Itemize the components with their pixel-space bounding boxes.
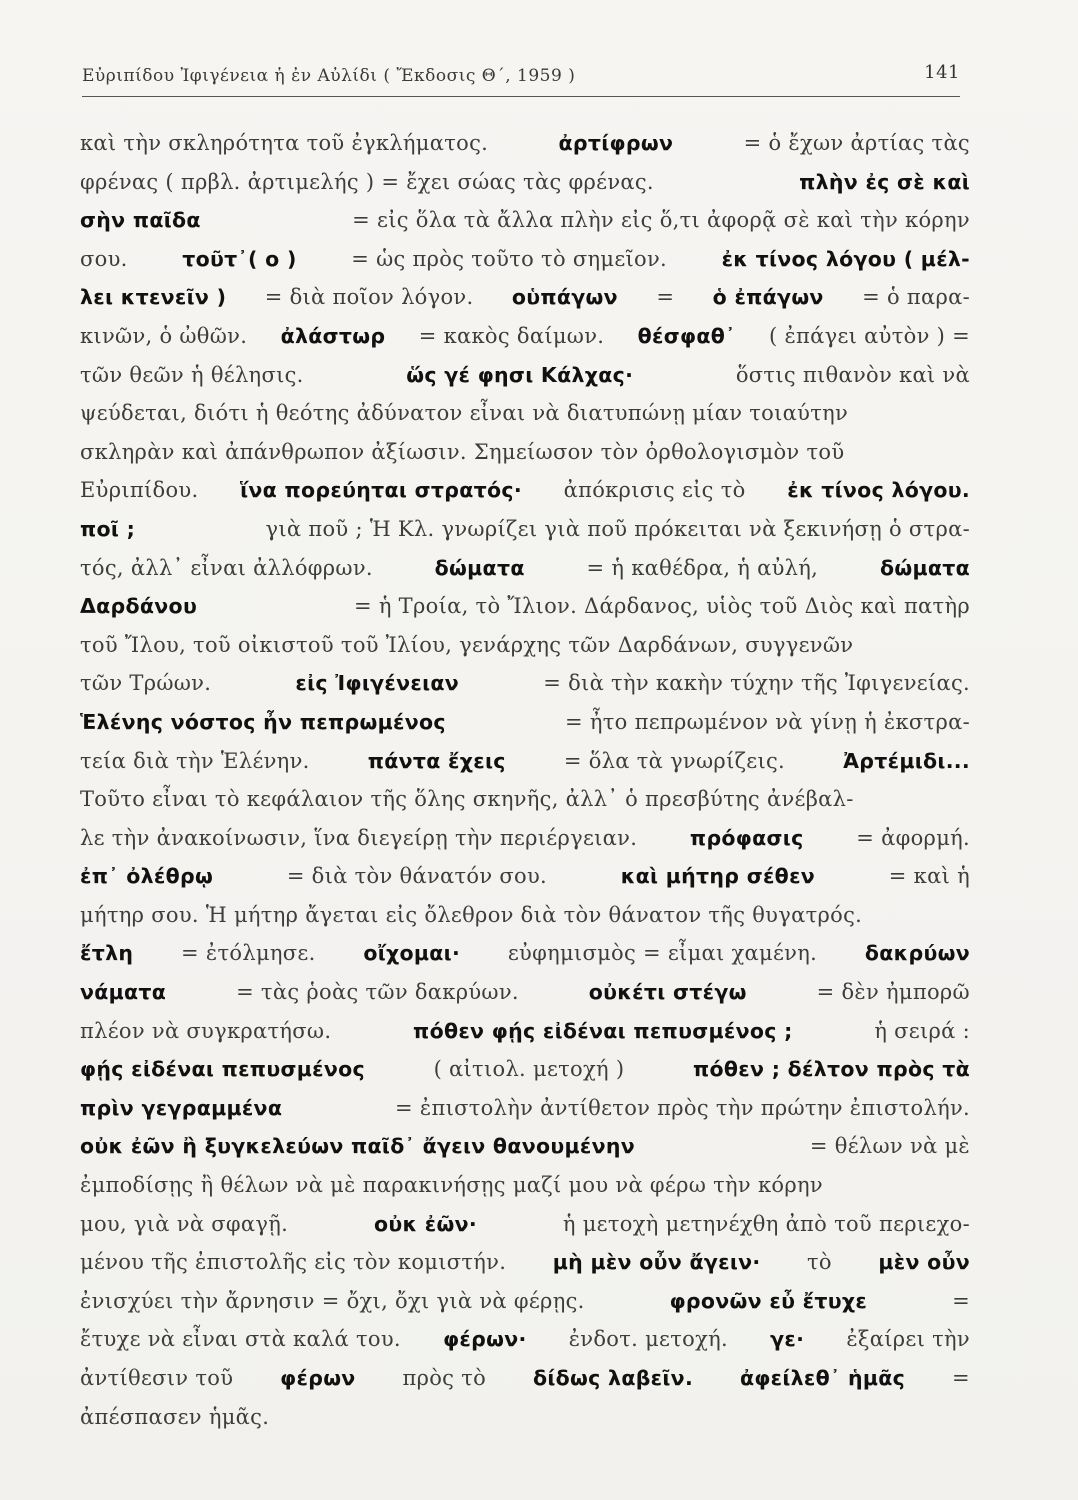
lemma-term: λει κτενεῖν ) <box>80 285 227 310</box>
text-line <box>80 1282 970 1321</box>
gloss-text: = δὲν ἠμπορῶ <box>816 980 970 1005</box>
lemma-term: πόθεν φῄς εἰδέναι πεπυσμένος ; <box>413 1018 793 1043</box>
lemma-term: δώματα <box>879 555 970 580</box>
lemma-term: γε· <box>770 1327 805 1352</box>
text-line <box>80 278 970 317</box>
text-line <box>80 1243 970 1282</box>
lemma-term: ἐπ᾽ ὀλέθρῳ <box>80 864 214 889</box>
gloss-text: τεία διὰ τὴν Ἑλένην. <box>80 748 310 773</box>
gloss-text: ( αἰτιολ. μετοχή ) <box>433 1057 625 1082</box>
gloss-text: ἐξαίρει τὴν <box>846 1327 970 1352</box>
gloss-text: ἡ μετοχὴ μετηνέχθη ἀπὸ τοῦ περιεχο- <box>562 1211 970 1236</box>
lemma-term: πρόφασις <box>689 825 804 850</box>
lemma-term: ποῖ ; <box>80 516 136 541</box>
text-line <box>80 240 970 279</box>
gloss-text: = ἐπιστολὴν ἀντίθετον πρὸς τὴν πρώτην ἐπιστολήν. <box>395 1095 970 1120</box>
gloss-text: σκληρὰν καὶ ἀπάνθρωπον ἀξίωσιν. Σημείωσον τὸν ὀρθολογισμὸν τοῦ <box>80 439 845 464</box>
lemma-term: ἔτλη <box>80 941 134 966</box>
text-line <box>80 973 970 1012</box>
gloss-text: Εὐριπίδου. <box>80 478 199 503</box>
gloss-text: = ὡς πρὸς τοῦτο τὸ σημεῖον. <box>351 246 668 271</box>
gloss-text: Τοῦτο εἶναι τὸ κεφάλαιον τῆς ὅλης σκηνῆς, ἀλλ᾽ ὁ πρεσβύτης ἀνέβαλ- <box>80 787 854 812</box>
gloss-text: ψεύδεται, διότι ἡ θεότης ἀδύνατον εἶναι νὰ διατυπώνῃ μίαν τοιαύτην <box>80 401 849 426</box>
lemma-term: δώματα <box>434 555 525 580</box>
text-line <box>80 896 970 935</box>
lemma-term: φέρων· <box>443 1327 527 1352</box>
text-line <box>80 587 970 626</box>
gloss-text: = διὰ τὸν θάνατόν σου. <box>286 864 548 889</box>
gloss-text: = ἦτο πεπρωμένον νὰ γίνῃ ἡ ἐκστρα- <box>565 709 970 734</box>
lemma-term: οὐκ ἐῶν ἢ ξυγκελεύων παῖδ᾽ ἄγειν θανουμένην <box>80 1134 636 1159</box>
gloss-text: γιὰ ποῦ ; Ἡ Κλ. γνωρίζει γιὰ ποῦ πρόκειται νὰ ξεκινήσῃ ὁ στρα- <box>265 516 970 541</box>
gloss-text: = τὰς ῥοὰς τῶν δακρύων. <box>236 980 519 1005</box>
lemma-term: φέρων <box>280 1366 356 1390</box>
gloss-text: ἀντίθεσιν τοῦ <box>80 1366 234 1390</box>
gloss-text: = ἀφορμή. <box>856 825 970 850</box>
lemma-term: δακρύων <box>864 941 970 966</box>
gloss-text: τός, ἀλλ᾽ εἶναι ἀλλόφρων. <box>80 555 373 580</box>
text-line <box>80 626 970 665</box>
gloss-text: τῶν Τρώων. <box>80 671 212 696</box>
gloss-text: ἔτυχε νὰ εἶναι στὰ καλά του. <box>80 1327 401 1352</box>
text-line <box>80 1089 970 1128</box>
lemma-term: οὐκ ἐῶν· <box>373 1211 477 1236</box>
lemma-term: ἐκ τίνος λόγου ( μέλ- <box>721 246 970 271</box>
gloss-text: = ὁ ἔχων ἀρτίας τὰς <box>743 131 970 155</box>
gloss-text: = διὰ ποῖον λόγον. <box>264 285 474 310</box>
text-line <box>80 1166 970 1205</box>
lemma-term: πλὴν ἐς σὲ καὶ <box>799 169 970 194</box>
text-line <box>80 471 970 510</box>
lemma-term: εἰς Ἰφιγένειαν <box>295 671 460 696</box>
lemma-term: τοῦτ᾽( ο ) <box>182 246 297 271</box>
text-line <box>80 317 970 356</box>
lemma-term: σὴν παῖδα <box>80 208 201 233</box>
gloss-text: = ὁ παρα- <box>862 285 970 310</box>
text-line <box>80 433 970 472</box>
text-line <box>80 934 970 973</box>
gloss-text: σου. <box>80 246 128 271</box>
text-line <box>80 742 970 781</box>
text-line <box>80 1127 970 1166</box>
lemma-term: ἀρτίφρων <box>558 131 674 155</box>
lemma-term: ὁ ἐπάγων <box>712 285 824 310</box>
lemma-term: φῄς εἰδέναι πεπυσμένος <box>80 1057 365 1082</box>
lemma-term: Ἀρτέμιδι... <box>843 748 970 773</box>
lemma-term: θέσφαθ᾽ <box>637 323 736 348</box>
lemma-term: ἐκ τίνος λόγου. <box>787 478 970 503</box>
text-line <box>80 857 970 896</box>
gloss-text: = καὶ ἡ <box>888 864 970 889</box>
lemma-term: μὲν οὖν <box>878 1250 970 1275</box>
lemma-term: πόθεν ; δέλτον πρὸς τὰ <box>693 1057 970 1082</box>
gloss-text: πρὸς τὸ <box>402 1366 487 1390</box>
gloss-text: = <box>656 285 675 310</box>
lemma-term: μὴ μὲν οὖν ἄγειν· <box>552 1250 761 1275</box>
lemma-term: φρονῶν εὖ ἔτυχε <box>669 1288 868 1313</box>
page-number: 141 <box>924 62 960 83</box>
gloss-text: φρένας ( πρβλ. ἀρτιμελής ) = ἔχει σώας τὰς φρένας. <box>80 169 654 194</box>
gloss-text: τὸ <box>807 1250 832 1275</box>
gloss-text: = θέλων νὰ μὲ <box>809 1134 970 1159</box>
gloss-text: = κακὸς δαίμων. <box>418 323 605 348</box>
gloss-text: ἀπέσπασεν ἡμᾶς. <box>80 1404 270 1429</box>
gloss-text: τοῦ Ἴλου, τοῦ οἰκιστοῦ τοῦ Ἰλίου, γενάρχης τῶν Δαρδάνων, συγγενῶν <box>80 632 854 657</box>
lemma-term: Δαρδάνου <box>80 594 198 619</box>
text-line <box>80 703 970 742</box>
gloss-text: ( ἐπάγει αὐτὸν ) = <box>769 323 970 348</box>
lemma-term: ἵνα πορεύηται στρατός· <box>240 478 522 503</box>
lemma-term: Ἑλένης νόστος ἦν πεπρωμένος <box>80 709 446 734</box>
lemma-term: οὐκέτι στέγω <box>588 980 747 1005</box>
text-line <box>80 819 970 858</box>
text-line <box>80 549 970 588</box>
text-line <box>80 780 970 819</box>
gloss-text: μένου τῆς ἐπιστολῆς εἰς τὸν κομιστήν. <box>80 1250 507 1275</box>
lemma-term: πρὶν γεγραμμένα <box>80 1095 283 1120</box>
running-head-title: Εὐριπίδου Ἰφιγένεια ἡ ἐν Αὐλίδι ( Ἔκδοσις Θ΄, 1959 ) <box>82 66 576 86</box>
lemma-term: δίδως λαβεῖν. <box>532 1366 694 1390</box>
gloss-text: = ἡ Τροία, τὸ Ἴλιον. Δάρδανος, υἱὸς τοῦ Διὸς καὶ πατὴρ <box>353 594 970 619</box>
lemma-term: νάματα <box>80 980 167 1005</box>
text-line <box>80 356 970 395</box>
text-line <box>80 394 970 433</box>
text-line <box>80 510 970 549</box>
gloss-text: τῶν θεῶν ἡ θέλησις. <box>80 362 304 387</box>
text-line <box>80 1320 970 1359</box>
gloss-text: ὅστις πιθανὸν καὶ νὰ <box>735 362 970 387</box>
commentary-text <box>80 124 970 1436</box>
gloss-text: εὐφημισμὸς = εἶμαι χαμένη. <box>507 941 818 966</box>
gloss-text: = <box>952 1288 970 1313</box>
gloss-text: ἐνισχύει τὴν ἄρνησιν = ὄχι, ὄχι γιὰ νὰ φέρῃς. <box>80 1288 585 1313</box>
text-line <box>80 124 970 163</box>
gloss-text: = εἰς ὅλα τὰ ἄλλα πλὴν εἰς ὅ,τι ἀφορᾷ σὲ καὶ τὴν κόρην <box>352 208 970 233</box>
text-line <box>80 664 970 703</box>
text-line <box>80 1359 970 1398</box>
lemma-term: ὥς γέ φησι Κάλχας· <box>406 362 634 387</box>
text-line <box>80 201 970 240</box>
lemma-term: οἴχομαι· <box>363 941 461 966</box>
gloss-text: πλέον νὰ συγκρατήσω. <box>80 1018 332 1043</box>
gloss-text: λε τὴν ἀνακοίνωσιν, ἵνα διεγείρῃ τὴν περιέργειαν. <box>80 825 638 850</box>
gloss-text: μήτηρ σου. Ἡ μήτηρ ἄγεται εἰς ὄλεθρον διὰ τὸν θάνατον τῆς θυγατρός. <box>80 902 863 927</box>
gloss-text: ἀπόκρισις εἰς τὸ <box>563 478 746 503</box>
gloss-text: ἐμποδίσῃς ἢ θέλων νὰ μὲ παρακινήσῃς μαζί μου νὰ φέρω τὴν κόρην <box>80 1173 823 1198</box>
gloss-text: κινῶν, ὁ ὠθῶν. <box>80 323 248 348</box>
gloss-text: = διὰ τὴν κακὴν τύχην τῆς Ἰφιγενείας. <box>543 671 970 696</box>
lemma-term: ἀλάστωρ <box>280 323 386 348</box>
text-line <box>80 1398 970 1437</box>
text-line <box>80 1012 970 1051</box>
gloss-text: = ἡ καθέδρα, ἡ αὐλή, <box>586 555 819 580</box>
lemma-term: πάντα ἔχεις <box>367 748 506 773</box>
text-line <box>80 1205 970 1244</box>
gloss-text: καὶ τὴν σκληρότητα τοῦ ἐγκλήματος. <box>80 131 489 155</box>
gloss-text: = ὅλα τὰ γνωρίζεις. <box>563 748 786 773</box>
lemma-term: ἀφείλεθ᾽ ἡμᾶς <box>739 1366 906 1390</box>
gloss-text: = <box>952 1366 970 1390</box>
gloss-text: μου, γιὰ νὰ σφαγῇ. <box>80 1211 289 1236</box>
text-line <box>80 163 970 202</box>
text-line <box>80 1050 970 1089</box>
lemma-term: καὶ μήτηρ σέθεν <box>620 864 816 889</box>
running-head <box>82 56 960 97</box>
gloss-text: ἐνδοτ. μετοχή. <box>568 1327 728 1352</box>
gloss-text: = ἐτόλμησε. <box>181 941 316 966</box>
lemma-term: οὑπάγων <box>511 285 618 310</box>
gloss-text: ἡ σειρά : <box>874 1018 970 1043</box>
